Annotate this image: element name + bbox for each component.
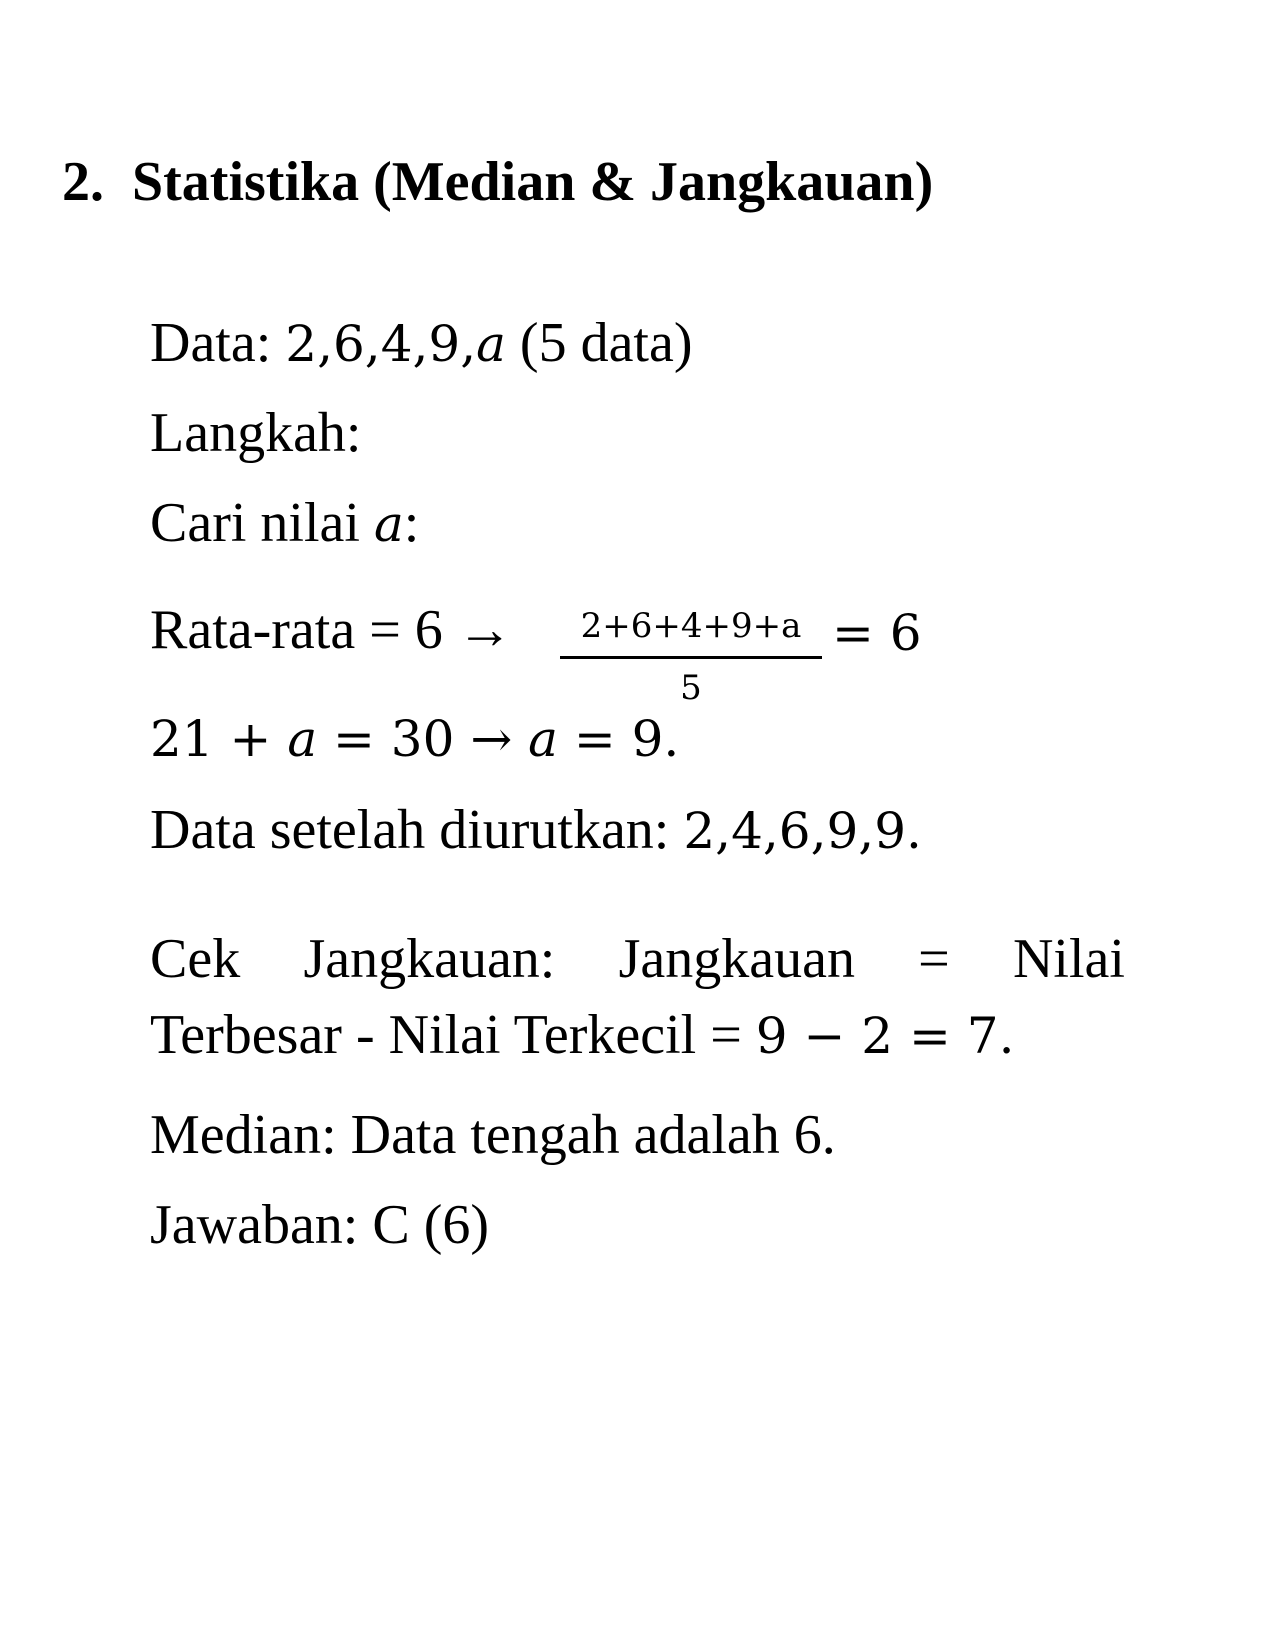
data-label: Data: [150,312,286,374]
section-number: 2. [62,151,104,213]
data-line [150,311,693,376]
range-word: Jangkauan [618,928,855,990]
range-word: Nilai [1012,928,1125,990]
cari-variable: a [373,495,404,553]
range-line-2 [150,1003,1014,1068]
range-word: = [918,928,950,990]
cari-colon: : [403,492,420,554]
langkah-label: Langkah: [150,402,362,464]
range-text: Terbesar - Nilai Terkecil = [150,1004,756,1066]
range-word: Cek [150,928,241,990]
answer-line [150,1193,489,1257]
fraction-bar [560,656,822,659]
solve-left: 21 + [150,710,288,768]
data-variable: a [476,315,506,373]
sorted-line [150,798,922,863]
solve-line [150,706,679,771]
rata-result: = 6 [832,604,922,662]
fraction-denominator: 5 [680,668,702,708]
median-text: Median: Data tengah adalah 6. [150,1104,836,1166]
solve-right: = 9. [557,710,680,768]
sorted-text: Data setelah diurutkan: [150,799,684,861]
langkah-line [150,401,361,465]
sorted-values: 2,4,6,9,9. [683,802,922,860]
range-word: Jangkauan: [303,928,556,990]
range-math: 9 − 2 = 7. [755,1007,1015,1065]
fraction-numerator: 2+6+4+9+a [580,606,802,646]
range-line-1 [150,927,1125,991]
data-values: 2,6,4,9, [285,315,477,373]
rata-text: Rata-rata = 6 → [150,599,513,661]
answer-text: Jawaban: C (6) [150,1194,490,1256]
mean-fraction [560,606,822,716]
rata-result-line [832,600,922,665]
data-suffix: (5 data) [505,312,693,374]
median-line [150,1103,836,1167]
rata-line [150,598,513,662]
solve-var2: a [528,710,558,768]
section-heading [62,150,933,214]
solve-var1: a [287,710,318,768]
cari-text: Cari nilai [150,492,374,554]
cari-line [150,491,419,556]
section-title: Statistika (Median & Jangkauan) [132,151,934,213]
solve-mid: = 30 → [317,710,529,768]
